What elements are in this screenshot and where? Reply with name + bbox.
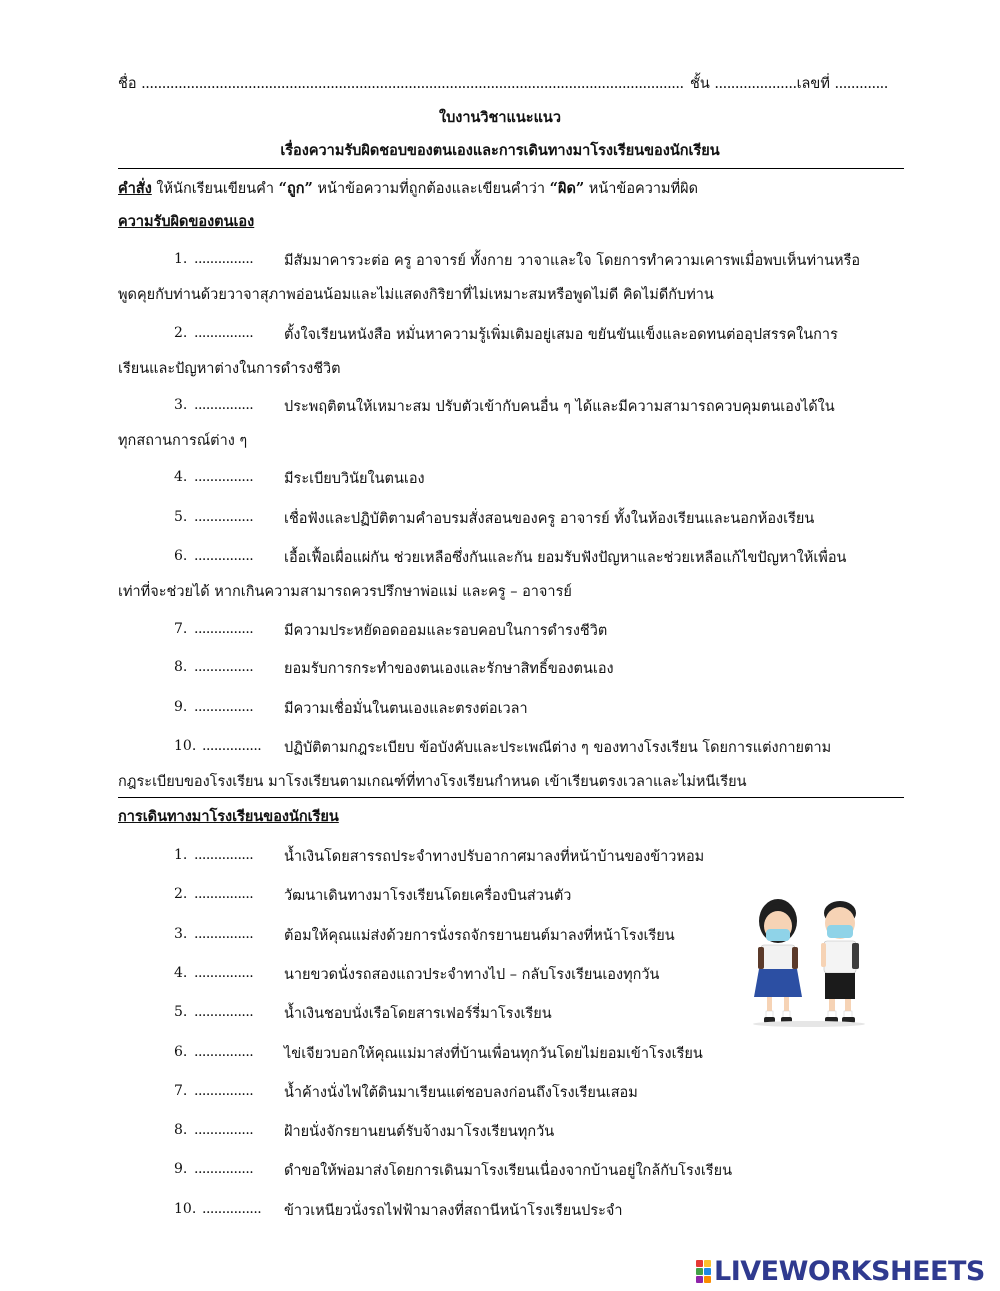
statement-text: ต้อมให้คุณแม่ส่งด้วยการนั่งรถจักรยานยนต์มาลงที่หน้าโรงเรียน bbox=[284, 928, 675, 944]
statement-text: น้ำค้างนั่งไฟใต้ดินมาเรียนแต่ชอบลงก่อนถึงโรงเรียนเสอม bbox=[284, 1085, 638, 1101]
section1-heading: ความรับผิดของตนเอง bbox=[118, 213, 255, 230]
question-number: 1. bbox=[174, 251, 188, 267]
answer-blank[interactable]: ............... bbox=[194, 1004, 254, 1020]
top-divider bbox=[118, 168, 904, 169]
section2-heading: การเดินทางมาโรงเรียนของนักเรียน bbox=[118, 808, 339, 825]
question-number: 10. bbox=[174, 738, 197, 754]
question-number: 4. bbox=[174, 965, 188, 981]
number-label: เลขที่ bbox=[796, 76, 830, 92]
statement-text: น้ำเงินโดยสารรถประจำทางปรับอากาศมาลงที่หน้าบ้านของข้าวหอม bbox=[284, 849, 705, 865]
number-blank[interactable]: ............. bbox=[834, 76, 888, 92]
answer-blank[interactable]: ............... bbox=[194, 659, 254, 675]
logo-text: LIVEWORKSHEETS bbox=[714, 1256, 985, 1287]
statement-text-continued: พูดคุยกับท่านด้วยวาจาสุภาพอ่อนน้อมและไม่แสดงกิริยาที่ไม่เหมาะสมหรือพูดไม่ดี คิดไม่ดีกับท่าน bbox=[118, 287, 714, 303]
answer-blank[interactable]: ............... bbox=[194, 251, 254, 267]
statement-text-continued: ทุกสถานการณ์ต่าง ๆ bbox=[118, 433, 248, 449]
question-number: 9. bbox=[174, 1161, 188, 1177]
instruction bbox=[118, 177, 698, 200]
middle-divider bbox=[118, 797, 904, 798]
answer-blank[interactable]: ............... bbox=[194, 965, 254, 981]
answer-blank[interactable]: ............... bbox=[194, 886, 254, 902]
answer-blank[interactable]: ............... bbox=[194, 926, 254, 942]
name-line bbox=[118, 72, 684, 95]
question-number: 2. bbox=[174, 325, 188, 341]
statement-text: มีความประหยัดอดออมและรอบคอบในการดำรงชีวิต bbox=[284, 623, 608, 639]
answer-blank[interactable]: ............... bbox=[194, 469, 254, 485]
statement-text: ปฏิบัติตามกฎระเบียบ ข้อบังคับและประเพณีต่าง ๆ ของทางโรงเรียน โดยการแต่งกายตาม bbox=[284, 740, 832, 756]
instruction-text-3: หน้าข้อความที่ผิด bbox=[584, 181, 699, 197]
statement-text: ตั้งใจเรียนหนังสือ หมั่นหาความรู้เพิ่มเติมอยู่เสมอ ขยันขันแข็งและอดทนต่ออุปสรรคในการ bbox=[284, 327, 838, 343]
answer-blank[interactable]: ............... bbox=[194, 621, 254, 637]
statement-text: มีความเชื่อมั่นในตนเองและตรงต่อเวลา bbox=[284, 701, 528, 717]
liveworksheets-logo[interactable] bbox=[696, 1256, 985, 1287]
question-number: 8. bbox=[174, 659, 188, 675]
answer-blank[interactable]: ............... bbox=[194, 699, 254, 715]
statement-text-continued: เรียนและปัญหาต่างในการดำรงชีวิต bbox=[118, 361, 341, 377]
answer-blank[interactable]: ............... bbox=[194, 548, 254, 564]
class-label: ชั้น bbox=[690, 76, 710, 92]
question-number: 5. bbox=[174, 509, 188, 525]
question-number: 5. bbox=[174, 1004, 188, 1020]
question-number: 1. bbox=[174, 847, 188, 863]
answer-blank[interactable]: ............... bbox=[194, 847, 254, 863]
question-number: 4. bbox=[174, 469, 188, 485]
answer-blank[interactable]: ............... bbox=[194, 1161, 254, 1177]
question-number: 6. bbox=[174, 548, 188, 564]
statement-text: เอื้อเฟื้อเผื่อแผ่กัน ช่วยเหลือซึ่งกันและกัน ยอมรับฟังปัญหาและช่วยเหลือแก้ไขปัญหาให้เพื่อน bbox=[284, 550, 847, 566]
name-label: ชื่อ bbox=[118, 76, 137, 92]
statement-text: ประพฤติตนให้เหมาะสม ปรับตัวเข้ากับคนอื่น ๆ ได้และมีความสามารถควบคุมตนเองได้ใน bbox=[284, 399, 835, 415]
statement-text-continued: กฎระเบียบของโรงเรียน มาโรงเรียนตามเกณฑ์ที่ทางโรงเรียนกำหนด เข้าเรียนตรงเวลาและไม่หนีเรียน bbox=[118, 774, 747, 790]
instruction-text: ให้นักเรียนเขียนคำ bbox=[151, 181, 279, 197]
students-illustration bbox=[748, 893, 870, 1029]
statement-text: ดำขอให้พ่อมาส่งโดยการเดินมาโรงเรียนเนื่องจากบ้านอยู่ใกล้กับโรงเรียน bbox=[284, 1163, 732, 1179]
answer-blank[interactable]: ............... bbox=[202, 1201, 262, 1217]
class-line bbox=[690, 72, 888, 95]
statement-text: ยอมรับการกระทำของตนเองและรักษาสิทธิ์ของตนเอง bbox=[284, 661, 614, 677]
answer-blank[interactable]: ............... bbox=[202, 738, 262, 754]
answer-blank[interactable]: ............... bbox=[194, 509, 254, 525]
statement-text: ข้าวเหนียวนั่งรถไฟฟ้ามาลงที่สถานีหน้าโรงเรียนประจำ bbox=[284, 1203, 623, 1219]
answer-blank[interactable]: ............... bbox=[194, 1122, 254, 1138]
answer-blank[interactable]: ............... bbox=[194, 397, 254, 413]
answer-blank[interactable]: ............... bbox=[194, 1083, 254, 1099]
statement-text: ฝ้ายนั่งจักรยานยนต์รับจ้างมาโรงเรียนทุกวัน bbox=[284, 1124, 555, 1140]
question-number: 6. bbox=[174, 1044, 188, 1060]
question-number: 3. bbox=[174, 397, 188, 413]
class-blank[interactable]: .................... bbox=[714, 76, 797, 92]
logo-block bbox=[704, 1260, 711, 1267]
answer-blank[interactable]: ............... bbox=[194, 1044, 254, 1060]
word-wrong: “ผิด” bbox=[549, 180, 585, 197]
statement-text: ไข่เจียวบอกให้คุณแม่มาส่งที่บ้านเพื่อนทุกวันโดยไม่ยอมเข้าโรงเรียน bbox=[284, 1046, 703, 1062]
logo-block bbox=[704, 1276, 711, 1283]
page-subtitle: เรื่องความรับผิดชอบของตนเองและการเดินทางมาโรงเรียนของนักเรียน bbox=[280, 142, 720, 159]
logo-block bbox=[696, 1260, 703, 1267]
answer-blank[interactable]: ............... bbox=[194, 325, 254, 341]
word-correct: “ถูก” bbox=[278, 180, 313, 197]
question-number: 7. bbox=[174, 1083, 188, 1099]
instruction-label: คำสั่ง bbox=[118, 180, 152, 197]
statement-text-continued: เท่าที่จะช่วยได้ หากเกินความสามารถควรปรึกษาพ่อแม่ และครู – อาจารย์ bbox=[118, 584, 572, 600]
statement-text: วัฒนาเดินทางมาโรงเรียนโดยเครื่องบินส่วนตัว bbox=[284, 888, 572, 904]
name-blank[interactable]: .................................................................................................................................... bbox=[141, 76, 684, 92]
logo-block bbox=[696, 1276, 703, 1283]
question-number: 3. bbox=[174, 926, 188, 942]
girl-figure bbox=[754, 899, 802, 1023]
question-number: 9. bbox=[174, 699, 188, 715]
logo-block bbox=[696, 1268, 703, 1275]
statement-text: นายขวดนั่งรถสองแถวประจำทางไป – กลับโรงเรียนเองทุกวัน bbox=[284, 967, 660, 983]
statement-text: มีระเบียบวินัยในตนเอง bbox=[284, 471, 425, 487]
logo-blocks-icon bbox=[696, 1260, 711, 1283]
statement-text: เชื่อฟังและปฏิบัติตามคำอบรมสั่งสอนของครู อาจารย์ ทั้งในห้องเรียนและนอกห้องเรียน bbox=[284, 511, 815, 527]
page-title: ใบงานวิชาแนะแนว bbox=[439, 109, 561, 126]
question-number: 10. bbox=[174, 1201, 197, 1217]
question-number: 7. bbox=[174, 621, 188, 637]
boy-figure bbox=[821, 901, 859, 1023]
logo-block bbox=[704, 1268, 711, 1275]
question-number: 8. bbox=[174, 1122, 188, 1138]
instruction-text-2: หน้าข้อความที่ถูกต้องและเขียนคำว่า bbox=[312, 181, 550, 197]
statement-text: มีสัมมาคารวะต่อ ครู อาจารย์ ทั้งกาย วาจาและใจ โดยการทำความเคารพเมื่อพบเห็นท่านหรือ bbox=[284, 253, 861, 269]
question-number: 2. bbox=[174, 886, 188, 902]
statement-text: น้ำเงินชอบนั่งเรือโดยสารเฟอร์รี่มาโรงเรียน bbox=[284, 1006, 552, 1022]
